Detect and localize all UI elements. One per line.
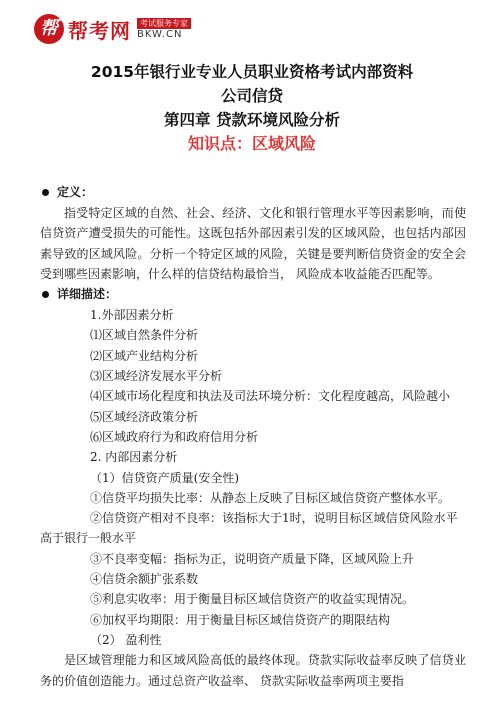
- list-item: （1）信贷资产质量(安全性): [90, 470, 239, 485]
- document-body: [40, 182, 466, 691]
- bullet-icon: [42, 291, 49, 298]
- list-item: ⑸区域经济政策分析: [90, 409, 199, 424]
- list-item: （2） 盈利性: [90, 632, 162, 647]
- logo-tagline: [137, 18, 191, 41]
- document-subtitle: 公司信贷: [220, 87, 283, 105]
- list-item: ②信贷资产相对不良率：该指标大于1时，说明目标区域信贷风险水平高于银行一般水平: [40, 511, 458, 546]
- definition-heading: 定义：: [40, 182, 466, 203]
- site-logo[interactable]: [34, 14, 191, 44]
- list-item: ⑴区域自然条件分析: [90, 328, 199, 343]
- list-item: ⑵区域产业结构分析: [90, 348, 199, 363]
- list-item: 2. 内部因素分析: [90, 450, 178, 465]
- bullet-icon: [42, 189, 49, 196]
- chapter-title: 第四章 贷款环境风险分析: [164, 111, 340, 129]
- list-item: ⑶区域经济发展水平分析: [90, 369, 223, 384]
- document-title: 2015年银行业专业人员职业资格考试内部资料: [90, 63, 414, 81]
- list-item: 1.外部因素分析: [90, 308, 174, 323]
- logo-name: 帮考网: [68, 18, 131, 43]
- list-item: ④信贷余额扩张系数: [90, 572, 199, 587]
- definition-text: 指受特定区域的自然、社会、经济、文化和银行管理水平等因素影响，而使信贷资产遭受损失的可能性。这既包括外部因素引发的区域风险，也包括内部因素导致的区域风险。分析一个特定区域的风险，关键是要判断信贷资金的安全会受到哪些因素影响，什么样的信贷结构最恰当， 风险成本收益能否匹配等。: [40, 206, 466, 281]
- list-item: ⑷区域市场化程度和执法及司法环境分析：文化程度越高，风险越小: [90, 389, 451, 404]
- logo-domain: BKW.CN: [137, 28, 183, 40]
- list-item: ①信贷平均损失比率：从静态上反映了目标区域信贷资产整体水平。: [90, 490, 451, 505]
- list-item: ⑹区域政府行为和政府信用分析: [90, 429, 259, 444]
- logo-slogan: 考试服务专家: [137, 18, 191, 29]
- list-item: ⑥加权平均期限：用于衡量目标区域信贷资产的期限结构: [90, 612, 391, 627]
- list-item: ③不良率变幅：指标为正，说明资产质量下降，区域风险上升: [90, 551, 415, 566]
- list-item: ⑤利息实收率：用于衡量目标区域信贷资产的收益实现情况。: [90, 592, 415, 607]
- closing-paragraph: 是区域管理能力和区域风险高低的最终体现。贷款实际收益率反映了信贷业务的价值创造能力。通过总资产收益率、 贷款实际收益率两项主要指: [40, 653, 466, 688]
- title-block: [0, 60, 504, 156]
- details-heading: 详细描述：: [40, 284, 466, 305]
- logo-badge-icon: 帮: [34, 14, 64, 44]
- details-list: [40, 305, 466, 650]
- topic-title: 知识点：区域风险: [187, 134, 316, 153]
